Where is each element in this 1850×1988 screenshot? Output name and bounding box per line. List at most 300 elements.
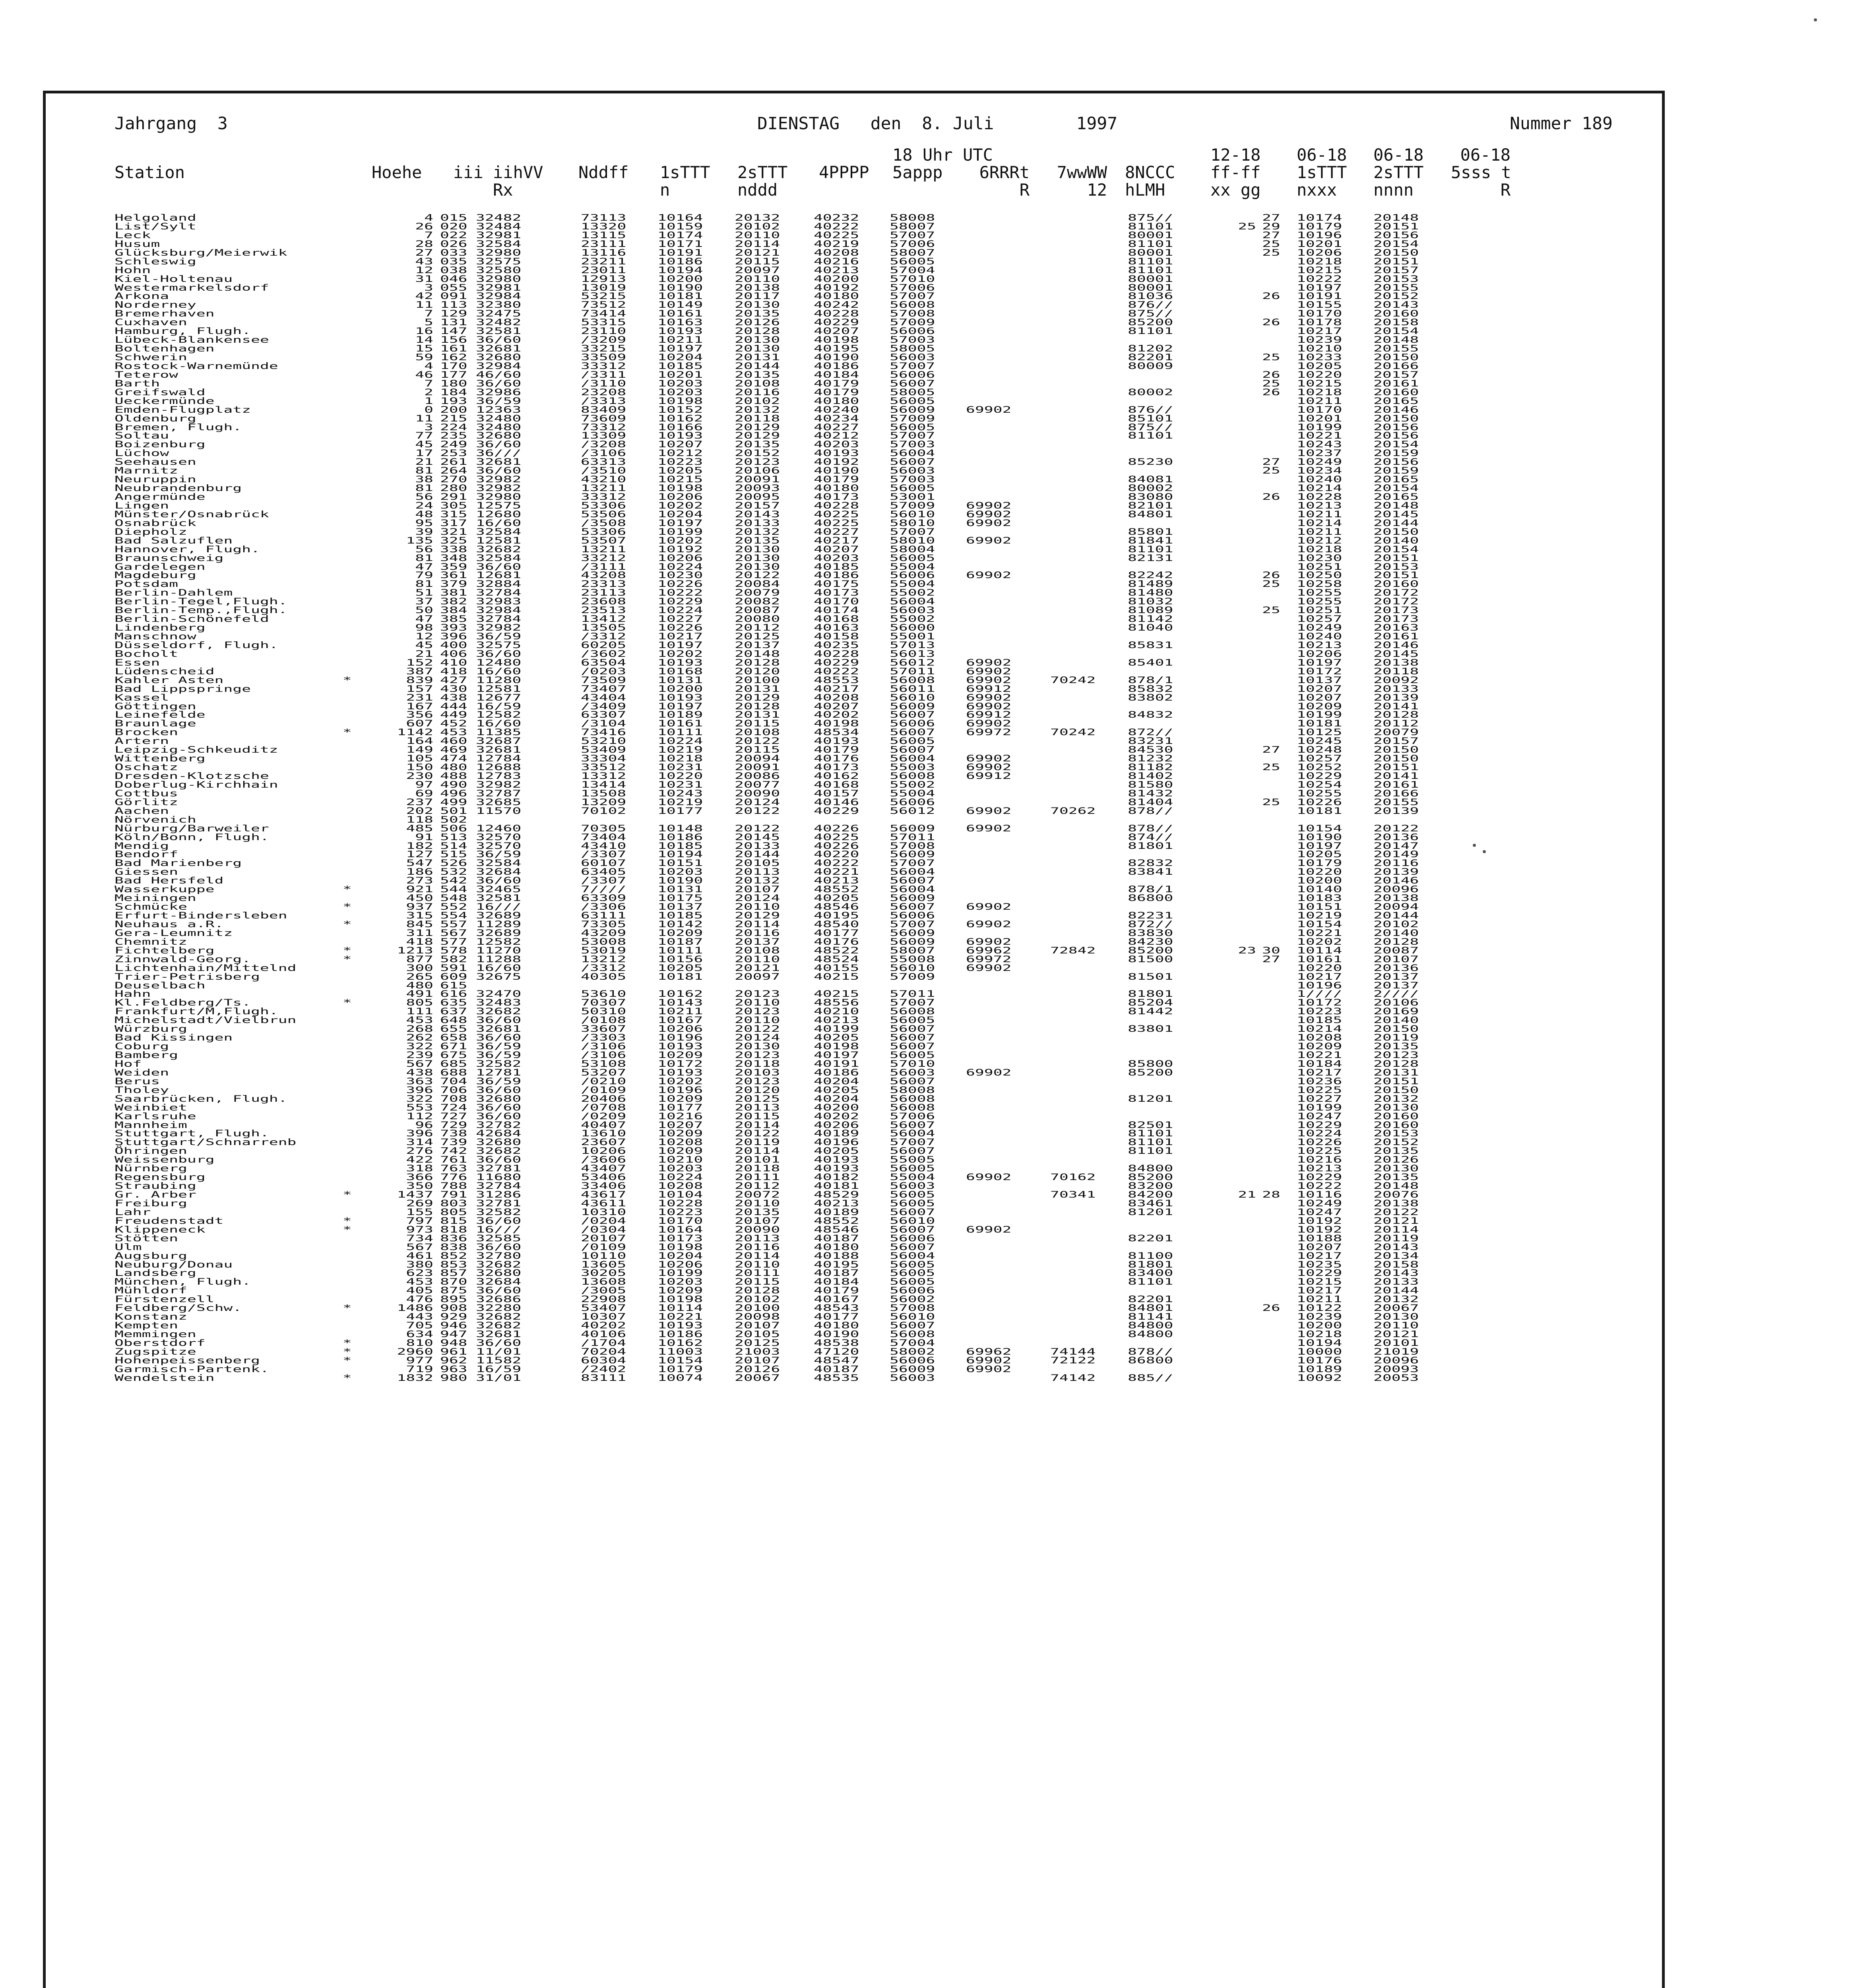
station-name: Memmingen [114,1329,196,1340]
station-height: 973 [406,1224,433,1235]
station-name: Bremerhaven [114,308,215,319]
group-ihvv: 36/59 [476,631,522,642]
group-8nccc: 81032 [1128,596,1173,607]
issue-number: Nummer 189 [1510,114,1613,134]
group-ihvv: 32781 [476,1163,522,1174]
station-name: Norderney [114,300,196,310]
group-1sttt: 10163 [657,317,703,328]
station-name: Deuselbach [114,980,206,990]
group-06-18-1sttt: 10154 [1297,919,1342,930]
group-06-18-2sttt: 20158 [1373,317,1419,328]
group-2sttt: 20091 [735,762,780,773]
group-5appp: 55004 [890,1172,935,1182]
group-7wwww: 74142 [1050,1373,1096,1383]
group-2sttt: 20080 [735,613,780,624]
group-ihvv: 32680 [476,431,522,441]
group-4pppp: 40195 [814,343,859,354]
group-5appp: 56003 [890,605,935,615]
group-ihvv: 32584 [476,858,522,868]
group-8nccc: 82501 [1128,1120,1173,1130]
group-2sttt: 20126 [735,1364,780,1374]
group-06-18-2sttt: 20153 [1373,274,1419,284]
table-row [0,1190,1850,1199]
group-4pppp: 40228 [814,648,859,659]
group-06-18-1sttt: 10220 [1297,866,1342,877]
station-id: 184 [440,387,467,397]
group-1sttt: 10189 [657,710,703,720]
station-id: 444 [440,701,467,711]
group-1sttt: 10209 [657,1050,703,1060]
station-id: 671 [440,1041,467,1052]
station-id: 962 [440,1355,467,1365]
group-5appp: 56007 [890,1242,935,1252]
station-height: 734 [406,1233,433,1243]
group-nddff: 33312 [581,491,626,502]
group-2sttt: 20102 [735,221,780,232]
station-mark: * [343,1355,352,1365]
station-id: 648 [440,1015,467,1025]
group-5appp: 56005 [890,1015,935,1025]
group-4pppp: 40198 [814,1041,859,1052]
station-id: 452 [440,718,467,729]
group-8nccc: 82201 [1128,1233,1173,1243]
station-id: 022 [440,230,467,241]
group-nddff: 53108 [581,1058,626,1069]
group-1sttt: 10200 [657,274,703,284]
group-4pppp: 48538 [814,1338,859,1348]
group-1sttt: 10193 [657,657,703,668]
group-06-18-2sttt: 20114 [1373,1224,1419,1235]
group-1sttt: 10131 [657,675,703,685]
group-4pppp: 40217 [814,683,859,694]
station-id: 180 [440,378,467,388]
group-2sttt: 20095 [735,491,780,502]
station-id: 161 [440,343,467,354]
group-06-18-2sttt: 20140 [1373,1015,1419,1025]
group-5appp: 56004 [890,753,935,764]
group-5appp: 56004 [890,1128,935,1139]
group-nddff: 53407 [581,1303,626,1313]
station-height: 1486 [397,1303,433,1313]
station-height: 15 [415,343,433,354]
group-8nccc: 81089 [1128,605,1173,615]
group-06-18-2sttt: 20079 [1373,727,1419,738]
group-nddff: /0708 [581,1102,626,1112]
group-06-18-1sttt: 10215 [1297,378,1342,388]
group-1sttt: 10219 [657,797,703,807]
group-5appp: 57011 [890,666,935,676]
station-height: 231 [406,692,433,703]
group-8nccc: 80001 [1128,274,1173,284]
station-height: 50 [415,605,433,615]
group-06-18-2sttt: 20122 [1373,823,1419,833]
group-2sttt: 20145 [735,832,780,842]
group-5appp: 56008 [890,1329,935,1340]
group-nddff: 23113 [581,587,626,598]
group-06-18-2sttt: 20145 [1373,509,1419,520]
station-name: Zugspitze [114,1346,196,1357]
group-1sttt: 10191 [657,247,703,258]
group-ihvv: 32986 [476,387,522,397]
station-name: Fürstenzell [114,1294,215,1305]
group-06-18-1sttt: 10247 [1297,1207,1342,1217]
station-name: List/Sylt [114,221,196,232]
group-4pppp: 40229 [814,806,859,816]
table-row [0,1356,1850,1365]
group-5appp: 56006 [890,718,935,729]
station-id: 857 [440,1268,467,1278]
group-ff-gg: 26 [1262,387,1280,397]
group-5appp: 56005 [890,483,935,493]
group-1sttt: 10204 [657,352,703,363]
group-ihvv: 36/60 [476,1338,522,1348]
group-06-18-1sttt: 10229 [1297,771,1342,781]
group-1sttt: 10196 [657,1085,703,1095]
station-id: 567 [440,928,467,938]
group-2sttt: 20124 [735,1032,780,1043]
group-4pppp: 40195 [814,1259,859,1270]
group-8nccc: 878// [1128,1346,1173,1357]
group-06-18-1sttt: 10205 [1297,849,1342,860]
table-row [0,414,1850,423]
table-row [0,214,1850,222]
group-2sttt: 20090 [735,1224,780,1235]
group-06-18-2sttt: 20133 [1373,1277,1419,1287]
group-6rrrt: 69902 [966,675,1012,685]
group-4pppp: 40234 [814,413,859,423]
group-ihvv: 12781 [476,1067,522,1078]
station-height: 453 [406,1277,433,1287]
station-name: Lindenberg [114,622,206,633]
station-height: 81 [415,483,433,493]
group-5appp: 55004 [890,561,935,572]
station-id: 131 [440,317,467,328]
station-id: 453 [440,727,467,738]
station-height: 21 [415,648,433,659]
group-5appp: 56004 [890,866,935,877]
table-row [0,1374,1850,1382]
group-2sttt: 20102 [735,396,780,406]
group-ihvv: 31286 [476,1189,522,1200]
station-height: 977 [406,1355,433,1365]
station-height: 567 [406,1242,433,1252]
group-ihvv: 32682 [476,544,522,554]
station-id: 513 [440,832,467,842]
group-06-18-1sttt: 10217 [1297,1067,1342,1078]
table-row [0,248,1850,257]
station-id: 381 [440,587,467,598]
group-06-18-2sttt: 20156 [1373,456,1419,467]
group-ihvv: 32682 [476,1259,522,1270]
group-06-18-2sttt: 20140 [1373,535,1419,546]
group-06-18-2sttt: 20101 [1373,1338,1419,1348]
group-06-18-2sttt: 20053 [1373,1373,1419,1383]
station-height: 921 [406,884,433,895]
group-ihvv: 32980 [476,247,522,258]
group-2sttt: 20103 [735,1067,780,1078]
group-2sttt: 20137 [735,640,780,650]
group-ihvv: 31/01 [476,1373,522,1383]
station-height: 81 [415,465,433,476]
group-ihvv: 32585 [476,1233,522,1243]
group-6rrrt: 69912 [966,710,1012,720]
table-row [0,1077,1850,1086]
group-06-18-1sttt: 10255 [1297,596,1342,607]
group-1sttt: 10206 [657,553,703,563]
group-1sttt: 10171 [657,239,703,249]
station-height: 230 [406,771,433,781]
station-id: 947 [440,1329,467,1340]
station-id: 474 [440,753,467,764]
station-height: 47 [415,561,433,572]
group-06-18-2sttt: 20121 [1373,1329,1419,1340]
group-nddff: /3106 [581,1050,626,1060]
group-2sttt: 20107 [735,1355,780,1365]
group-4pppp: 40222 [814,666,859,676]
group-5appp: 58005 [890,387,935,397]
station-name: Diepholz [114,526,188,537]
group-2sttt: 20125 [735,1338,780,1348]
group-4pppp: 40200 [814,1102,859,1112]
col-06-18-5ssst: 06-18 5sss t R [1451,145,1511,200]
station-name: Rostock-Warnemünde [114,361,278,371]
table-row [0,510,1850,519]
group-5appp: 57013 [890,640,935,650]
group-2sttt: 20093 [735,483,780,493]
station-height: 239 [406,1050,433,1060]
group-4pppp: 40184 [814,1277,859,1287]
group-5appp: 56003 [890,352,935,363]
group-2sttt: 20129 [735,910,780,921]
group-5appp: 56005 [890,422,935,432]
station-name: Hohn [114,265,151,275]
station-height: 111 [406,1006,433,1017]
station-height: 56 [415,544,433,554]
group-2sttt: 20114 [735,239,780,249]
group-4pppp: 40215 [814,989,859,999]
station-id: 393 [440,622,467,633]
group-06-18-1sttt: 10192 [1297,1224,1342,1235]
group-1sttt: 10203 [657,1163,703,1174]
group-06-18-2sttt: 20144 [1373,910,1419,921]
station-name: Aachen [114,806,169,816]
group-06-18-2sttt: 20146 [1373,875,1419,886]
group-1sttt: 10177 [657,806,703,816]
group-2sttt: 20115 [735,718,780,729]
station-name: Weinbiet [114,1102,188,1112]
group-ff-gg: 25 [1262,605,1280,615]
group-1sttt: 10220 [657,771,703,781]
group-5appp: 56005 [890,1189,935,1200]
group-8nccc: 83801 [1128,1023,1173,1034]
group-5appp: 56007 [890,1120,935,1130]
group-5appp: 58008 [890,1085,935,1095]
station-id: 162 [440,352,467,363]
table-row [0,780,1850,789]
group-8nccc: 81402 [1128,771,1173,781]
group-8nccc: 81101 [1128,544,1173,554]
group-2sttt: 20110 [735,1015,780,1025]
station-height: 1437 [397,1189,433,1200]
group-1sttt: 10202 [657,500,703,511]
station-name: Lübeck-Blankensee [114,334,269,345]
group-1sttt: 10209 [657,1128,703,1139]
group-8nccc: 84230 [1128,936,1173,947]
group-06-18-1sttt: 10184 [1297,1058,1342,1069]
group-5appp: 56010 [890,692,935,703]
group-1sttt: 10209 [657,1093,703,1104]
group-1sttt: 10215 [657,474,703,485]
station-height: 48 [415,509,433,520]
station-name: Artern [114,736,169,746]
station-name: Chemnitz [114,936,188,947]
group-8nccc: 85200 [1128,317,1173,328]
group-1sttt: 10159 [657,221,703,232]
group-06-18-1sttt: 10197 [1297,657,1342,668]
group-ff-gg: 25 [1262,797,1280,807]
scan-speck [1483,850,1486,853]
group-1sttt: 10185 [657,841,703,851]
station-name: Schmücke [114,901,188,912]
station-id: 015 [440,212,467,223]
group-8nccc: 81100 [1128,1250,1173,1261]
group-4pppp: 40193 [814,1154,859,1165]
group-1sttt: 10226 [657,622,703,633]
group-5appp: 56007 [890,875,935,886]
group-8nccc: 85200 [1128,1172,1173,1182]
group-4pppp: 40202 [814,710,859,720]
group-4pppp: 40157 [814,788,859,799]
group-nddff: /3510 [581,465,626,476]
station-height: 805 [406,998,433,1008]
group-ihvv: 32680 [476,1093,522,1104]
group-8nccc: 86800 [1128,1355,1173,1365]
station-name: Potsdam [114,579,178,589]
column-header [0,146,1850,210]
group-06-18-2sttt: 20138 [1373,1198,1419,1209]
group-06-18-1sttt: 10220 [1297,963,1342,973]
station-name: Glücksburg/Meierwik [114,247,287,258]
group-4pppp: 48529 [814,1189,859,1200]
group-06-18-1sttt: 10200 [1297,875,1342,886]
group-06-18-2sttt: 20128 [1373,1058,1419,1069]
group-06-18-1sttt: 10125 [1297,727,1342,738]
group-ff-gg: 26 [1262,369,1280,380]
group-4pppp: 48535 [814,1373,859,1383]
group-ihvv: 16/60 [476,518,522,528]
station-id: 280 [440,483,467,493]
group-4pppp: 40225 [814,518,859,528]
group-06-18-1sttt: 10248 [1297,744,1342,755]
group-06-18-1sttt: 10221 [1297,431,1342,441]
table-row [0,693,1850,702]
group-ihvv: 32581 [476,326,522,336]
group-8nccc: 81442 [1128,1006,1173,1017]
group-1sttt: 10156 [657,954,703,964]
group-1sttt: 10185 [657,361,703,371]
group-8nccc: 81036 [1128,291,1173,301]
station-name: Lahr [114,1207,151,1217]
group-1sttt: 10190 [657,875,703,886]
station-name: Ulm [114,1242,142,1252]
group-1sttt: 10219 [657,744,703,755]
group-06-18-1sttt: 10247 [1297,1111,1342,1121]
group-5appp: 56008 [890,300,935,310]
group-ihvv: 32280 [476,1303,522,1313]
group-4pppp: 48543 [814,1303,859,1313]
group-nddff: 73416 [581,727,626,738]
station-name: Barth [114,378,160,388]
group-1sttt: 10164 [657,1224,703,1235]
group-4pppp: 40187 [814,1233,859,1243]
group-06-18-2sttt: 20123 [1373,1050,1419,1060]
group-8nccc: 875// [1128,422,1173,432]
group-ihvv: 32480 [476,422,522,432]
station-height: 3 [424,422,433,432]
group-06-18-2sttt: 20138 [1373,657,1419,668]
group-7wwww: 74144 [1050,1346,1096,1357]
group-nddff: 23011 [581,265,626,275]
group-ihvv: 12688 [476,762,522,773]
group-nddff: /0203 [581,666,626,676]
station-height: 45 [415,439,433,450]
group-06-18-1sttt: 10213 [1297,500,1342,511]
group-06-18-2sttt: 20153 [1373,1128,1419,1139]
table-row [0,929,1850,938]
station-height: 350 [406,1180,433,1191]
station-height: 4 [424,212,433,223]
group-ihvv: 32981 [476,282,522,293]
station-name: Emden-Flugplatz [114,404,251,415]
station-name: Braunschweig [114,553,224,563]
group-4pppp: 40213 [814,1198,859,1209]
group-1sttt: 10231 [657,779,703,790]
group-nddff: 33406 [581,1180,626,1191]
group-06-18-1sttt: 10234 [1297,465,1342,476]
station-height: 28 [415,239,433,249]
group-nddff: 60205 [581,640,626,650]
station-id: 554 [440,910,467,921]
group-6rrrt: 69902 [966,718,1012,729]
group-06-18-1sttt: 10191 [1297,291,1342,301]
station-name: Bendorf [114,849,178,860]
group-ihvv: 32884 [476,579,522,589]
group-06-18-1sttt: 10213 [1297,640,1342,650]
group-nddff: 40305 [581,971,626,982]
station-height: 150 [406,762,433,773]
group-ihvv: 32682 [476,1006,522,1017]
station-id: 609 [440,971,467,982]
group-nddff: /3311 [581,369,626,380]
group-06-18-1sttt: 10196 [1297,230,1342,241]
group-06-18-2sttt: 20135 [1373,1172,1419,1182]
group-4pppp: 40225 [814,509,859,520]
group-4pppp: 40205 [814,1032,859,1043]
station-height: 480 [406,980,433,990]
group-06-18-1sttt: 10211 [1297,509,1342,520]
group-ihvv: 36/// [476,448,522,458]
table-row [0,493,1850,501]
group-1sttt: 10229 [657,596,703,607]
group-06-18-1sttt: 10212 [1297,535,1342,546]
group-2sttt: 20123 [735,456,780,467]
station-height: 202 [406,806,433,816]
group-1sttt: 10194 [657,265,703,275]
group-ihvv: 36/60 [476,561,522,572]
group-nddff: /3106 [581,1041,626,1052]
station-id: 582 [440,954,467,964]
group-4pppp: 40190 [814,352,859,363]
